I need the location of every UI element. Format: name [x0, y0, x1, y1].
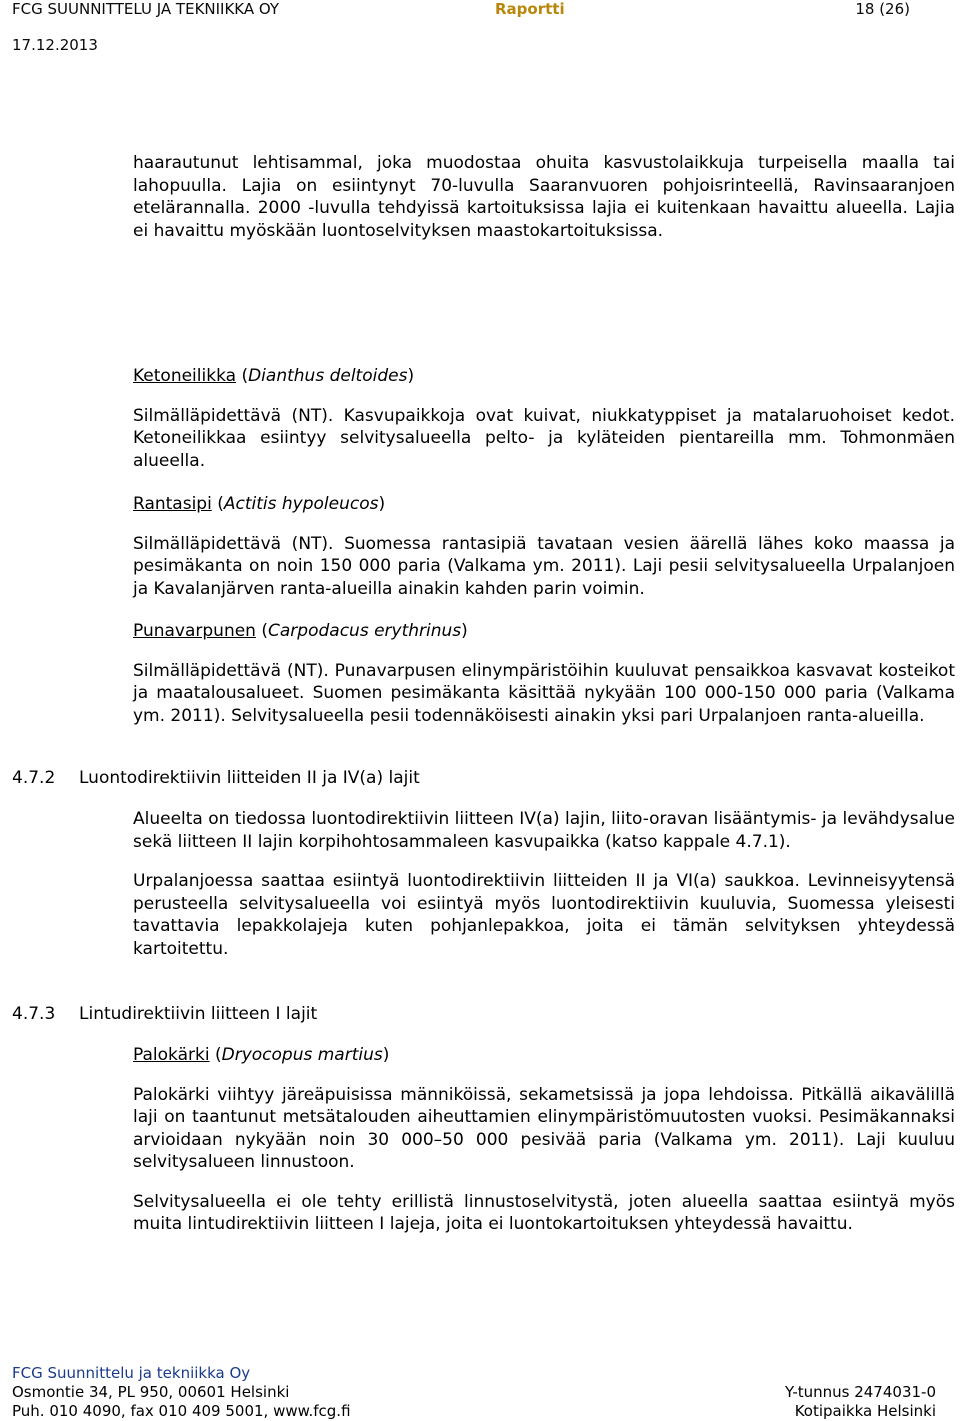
section-heading-472: [12, 767, 420, 789]
species-title: Palokärki (Dryocopus martius): [133, 1045, 390, 1065]
species-latin: Dianthus deltoides: [248, 366, 408, 386]
footer-contact: Puh. 010 4090, fax 010 409 5001, www.fcg.fi: [12, 1402, 351, 1420]
species-title: Rantasipi (Actitis hypoleucos): [133, 494, 386, 514]
species-punavarpunen: [133, 620, 955, 727]
species-name: Punavarpunen: [133, 621, 256, 641]
species-description: Silmälläpidettävä (NT). Kasvupaikkoja ovat kuivat, niukkatyppiset ja matalaruohoiset kedot. Ketoneilikkaa esiintyy selvitysalueella pelto- ja kyläteiden pientareilla mm. Tohmonmäen alueella.: [133, 405, 955, 471]
species-description: Silmälläpidettävä (NT). Punavarpusen elinympäristöihin kuuluvat pensaikkoa kasvavat kosteikot ja maatalousalueet. Suomen pesimäkanta käsittää nykyään 100 000-150 000 paria (Valkama ym. 2011). Selvitysalueella pesii todennäköisesti ainakin yksi pari Urpalanjoen ranta-alueilla.: [133, 660, 955, 726]
intro-paragraph: haarautunut lehtisammal, joka muodostaa ohuita kasvustolaikkuja turpeisella maalla tai lahopuulla. Lajia on esiintynyt 70-luvulla Saaranvuoren pohjoisrinteellä, Ravinsaaranjoen etelärannalla. 2000 -luvulla tehdyissä kartoituksissa lajia ei kuitenkaan havaittu alueella. Lajia ei havaittu myöskään luontoselvityksen maastokartoituksissa.: [133, 153, 955, 241]
intro-block: [133, 152, 955, 242]
footer-company: FCG Suunnittelu ja tekniikka Oy: [12, 1364, 251, 1382]
header-page-number: 18 (26): [855, 0, 910, 18]
section-472-paragraph-1: Alueelta on tiedossa luontodirektiivin liitteen IV(a) lajin, liito-oravan lisääntymis- ja levähdysalue sekä liitteen II lajin korpihohtosammaleen kasvupaikka (katso kappale 4.7.1).: [133, 809, 955, 852]
section-473-paragraph-1: Palokärki viihtyy järeäpuisissa männiköissä, sekametsissä ja jopa lehdoissa. Pitkällä aikavälillä laji on taantunut metsätalouden aiheuttamien elinympäristömuutosten vuoksi. Pesimäkannaksi arvioidaan nykyään noin 30 000–50 000 pesivää paria (Valkama ym. 2011). Laji kuuluu selvitysalueen linnustoon.: [133, 1084, 955, 1172]
section-472-body: [133, 808, 955, 960]
species-ketoneilikka: [133, 365, 955, 472]
footer-contact-row: [12, 1402, 948, 1421]
section-472-paragraph-2: Urpalanjoessa saattaa esiintyä luontodirektiivin liitteiden II ja VI(a) saukkoa. Levinneisyytensä perusteella selvitysalueella voi esiintyä myös luontodirektiivin kuuluvia, Suomessa yleisesti tavattavia lepakkolajeja kuten pohjanlepakkoa, joita ei tämän selvityksen yhteydessä kartoitettu.: [133, 871, 955, 959]
species-latin: Actitis hypoleucos: [223, 494, 379, 514]
section-heading-473: [12, 1003, 317, 1025]
page-header: [12, 0, 948, 20]
section-473-body: [133, 1044, 955, 1236]
footer-business-id: Y-tunnus 2474031-0: [784, 1383, 936, 1401]
header-doc-type: Raportti: [495, 0, 565, 18]
species-latin: Carpodacus erythrinus: [268, 621, 462, 641]
section-473-paragraph-2: Selvitysalueella ei ole tehty erillistä linnustoselvitystä, joten alueella saattaa esiintyä myös muita lintudirektiivin liitteen I lajeja, joita ei luontokartoituksen yhteydessä havaittu.: [133, 1191, 955, 1234]
section-number: 4.7.3: [12, 1004, 56, 1024]
species-description: Silmälläpidettävä (NT). Suomessa rantasipiä tavataan vesien äärellä lähes koko maassa ja pesimäkanta on noin 150 000 paria (Valkama ym. 2011). Laji pesii selvitysalueella Urpalanjoen ja Kavalanjärven ranta-alueilla ainakin kahden parin voimin.: [133, 533, 955, 599]
species-name: Rantasipi: [133, 494, 212, 514]
footer-address-row: [12, 1383, 948, 1402]
header-date: 17.12.2013: [12, 36, 98, 54]
species-latin: Dryocopus martius: [221, 1045, 383, 1065]
section-number: 4.7.2: [12, 768, 56, 788]
species-title: Punavarpunen (Carpodacus erythrinus): [133, 621, 468, 641]
header-company: FCG SUUNNITTELU JA TEKNIIKKA OY: [12, 0, 280, 18]
section-title: Luontodirektiivin liitteiden II ja IV(a) lajit: [79, 768, 420, 788]
species-title: Ketoneilikka (Dianthus deltoides): [133, 366, 415, 386]
page-footer: [12, 1364, 948, 1421]
footer-address: Osmontie 34, PL 950, 00601 Helsinki: [12, 1383, 290, 1401]
species-name: Ketoneilikka: [133, 366, 237, 386]
species-rantasipi: [133, 493, 955, 600]
species-name: Palokärki: [133, 1045, 210, 1065]
footer-domicile: Kotipaikka Helsinki: [794, 1402, 936, 1420]
section-title: Lintudirektiivin liitteen I lajit: [79, 1004, 318, 1024]
